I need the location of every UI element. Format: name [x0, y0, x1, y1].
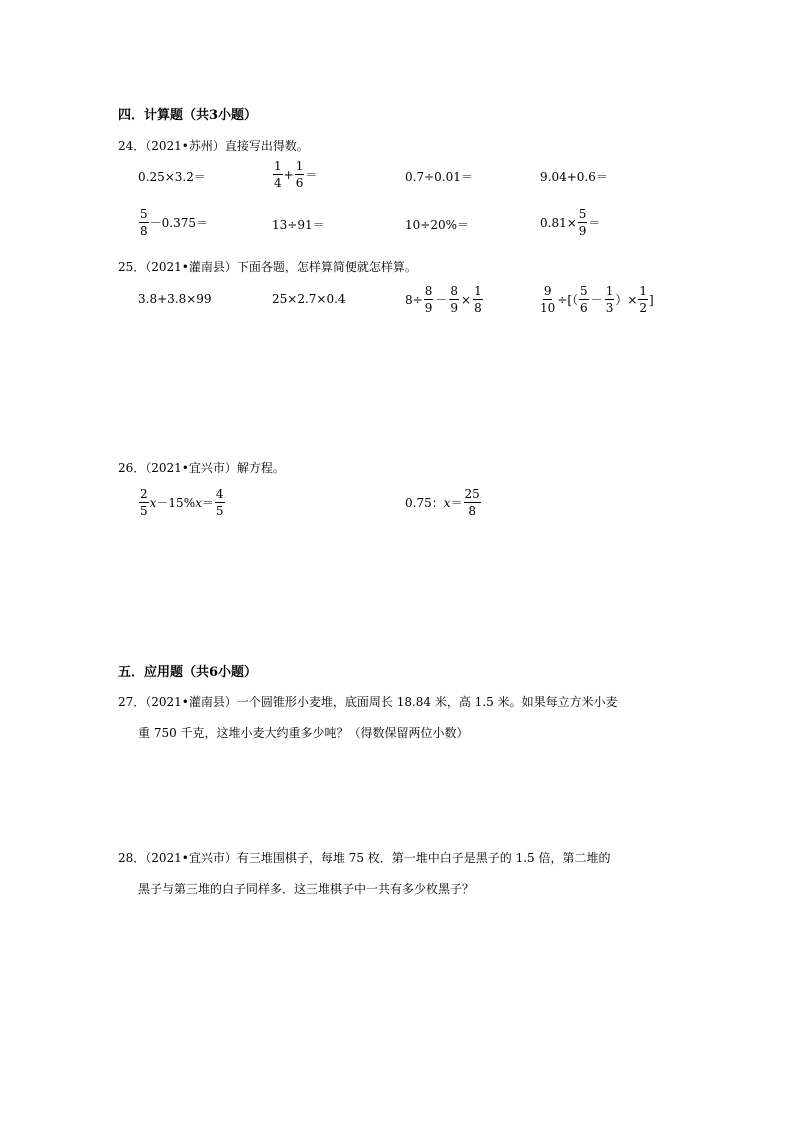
- q24-item-7: 10÷20%＝: [405, 218, 469, 232]
- numerator: 4: [215, 487, 224, 501]
- question-27-line-2: 重 750 千克，这堆小麦大约重多少吨？（得数保留两位小数）: [138, 726, 469, 740]
- operator: －: [590, 293, 603, 307]
- equals-sign: ＝: [450, 496, 463, 510]
- fraction: [605, 285, 615, 314]
- denominator: 2: [639, 301, 648, 315]
- expression-rest: －0.375＝: [149, 216, 208, 230]
- numerator: 1: [274, 159, 282, 173]
- denominator: 8: [468, 504, 476, 518]
- fraction: [638, 285, 648, 314]
- q24-item-8: [540, 208, 600, 237]
- expression-middle: －15%: [156, 496, 196, 510]
- fraction: [578, 208, 588, 237]
- numerator: 5: [140, 207, 148, 221]
- variable: x: [443, 495, 451, 510]
- expression-prefix: 0.81×: [540, 215, 577, 230]
- question-28-line-1: 28．（2021•宜兴市）有三堆围棋子，每堆 75 枚．第一堆中白子是黑子的 1.5 倍，第二堆的: [118, 851, 611, 865]
- q25-expression-3: [405, 285, 484, 314]
- expression-prefix: 8÷: [405, 292, 423, 307]
- fraction: [464, 488, 481, 517]
- numerator: 9: [543, 284, 552, 298]
- question-26-header: 26．（2021•宜兴市）解方程。: [118, 461, 285, 475]
- section-5-title: 五．应用题（共6小题）: [118, 665, 258, 680]
- numerator: 2: [140, 487, 148, 501]
- q25-expression-2: 25×2.7×0.4: [272, 292, 346, 306]
- fraction: [539, 285, 556, 314]
- variable: x: [195, 495, 202, 510]
- fraction: [579, 285, 589, 314]
- numerator: 25: [464, 487, 480, 501]
- q24-item-1: 0.25×3.2＝: [138, 170, 206, 184]
- numerator: 1: [605, 284, 614, 298]
- fraction: [215, 488, 225, 517]
- q24-item-4: 9.04+0.6＝: [540, 170, 608, 184]
- denominator: 4: [274, 176, 282, 190]
- q25-expression-4: [538, 285, 654, 314]
- operator: ÷[（: [557, 293, 579, 307]
- numerator: 1: [295, 159, 304, 173]
- question-24-header: 24．（2021•苏州）直接写出得数。: [118, 139, 309, 153]
- numerator: 8: [424, 284, 433, 298]
- question-25-header: 25．（2021•灌南县）下面各题，怎样算简便就怎样算。: [118, 260, 417, 274]
- operator: ）×: [615, 293, 638, 307]
- fraction: [424, 285, 434, 314]
- equals-sign: ＝: [305, 168, 318, 182]
- q24-item-2: [272, 160, 317, 189]
- equals-sign: ＝: [201, 496, 214, 510]
- numerator: 5: [578, 207, 587, 221]
- q24-item-3: 0.7÷0.01＝: [405, 170, 473, 184]
- fraction: [273, 160, 283, 189]
- equals-sign: ＝: [588, 216, 601, 230]
- question-28-line-2: 黑子与第三堆的白子同样多．这三堆棋子中一共有多少枚黑子？: [138, 882, 475, 896]
- denominator: 5: [140, 504, 148, 518]
- denominator: 6: [580, 301, 588, 315]
- numerator: 8: [450, 284, 458, 298]
- denominator: 3: [605, 301, 614, 315]
- operator: +: [283, 167, 294, 182]
- question-27-line-1: 27．（2021•灌南县）一个圆锥形小麦堆，底面周长 18.84 米，高 1.5 米。如果每立方米小麦: [118, 695, 618, 709]
- q26-equation-2: [405, 488, 482, 517]
- operator: －: [435, 293, 448, 307]
- denominator: 10: [540, 301, 556, 315]
- fraction: [449, 285, 459, 314]
- fraction: [473, 285, 483, 314]
- q24-item-5: [138, 208, 208, 237]
- operator: ×: [461, 292, 472, 307]
- q24-item-6: 13÷91＝: [272, 218, 325, 232]
- denominator: 6: [295, 176, 304, 190]
- numerator: 1: [474, 284, 482, 298]
- bracket: ]: [649, 292, 654, 307]
- q26-equation-1: [138, 488, 226, 517]
- numerator: 5: [580, 284, 588, 298]
- numerator: 1: [639, 284, 648, 298]
- denominator: 5: [215, 504, 224, 518]
- denominator: 9: [578, 224, 587, 238]
- section-4-title: 四．计算题（共3小题）: [118, 108, 258, 123]
- fraction: [139, 488, 149, 517]
- fraction: [295, 160, 305, 189]
- q25-expression-1: 3.8+3.8×99: [138, 292, 212, 306]
- denominator: 8: [140, 224, 148, 238]
- denominator: 8: [474, 301, 482, 315]
- fraction: [139, 208, 149, 237]
- denominator: 9: [424, 301, 433, 315]
- denominator: 9: [450, 301, 458, 315]
- expression-prefix: 0.75：: [405, 496, 444, 510]
- variable: x: [149, 495, 157, 510]
